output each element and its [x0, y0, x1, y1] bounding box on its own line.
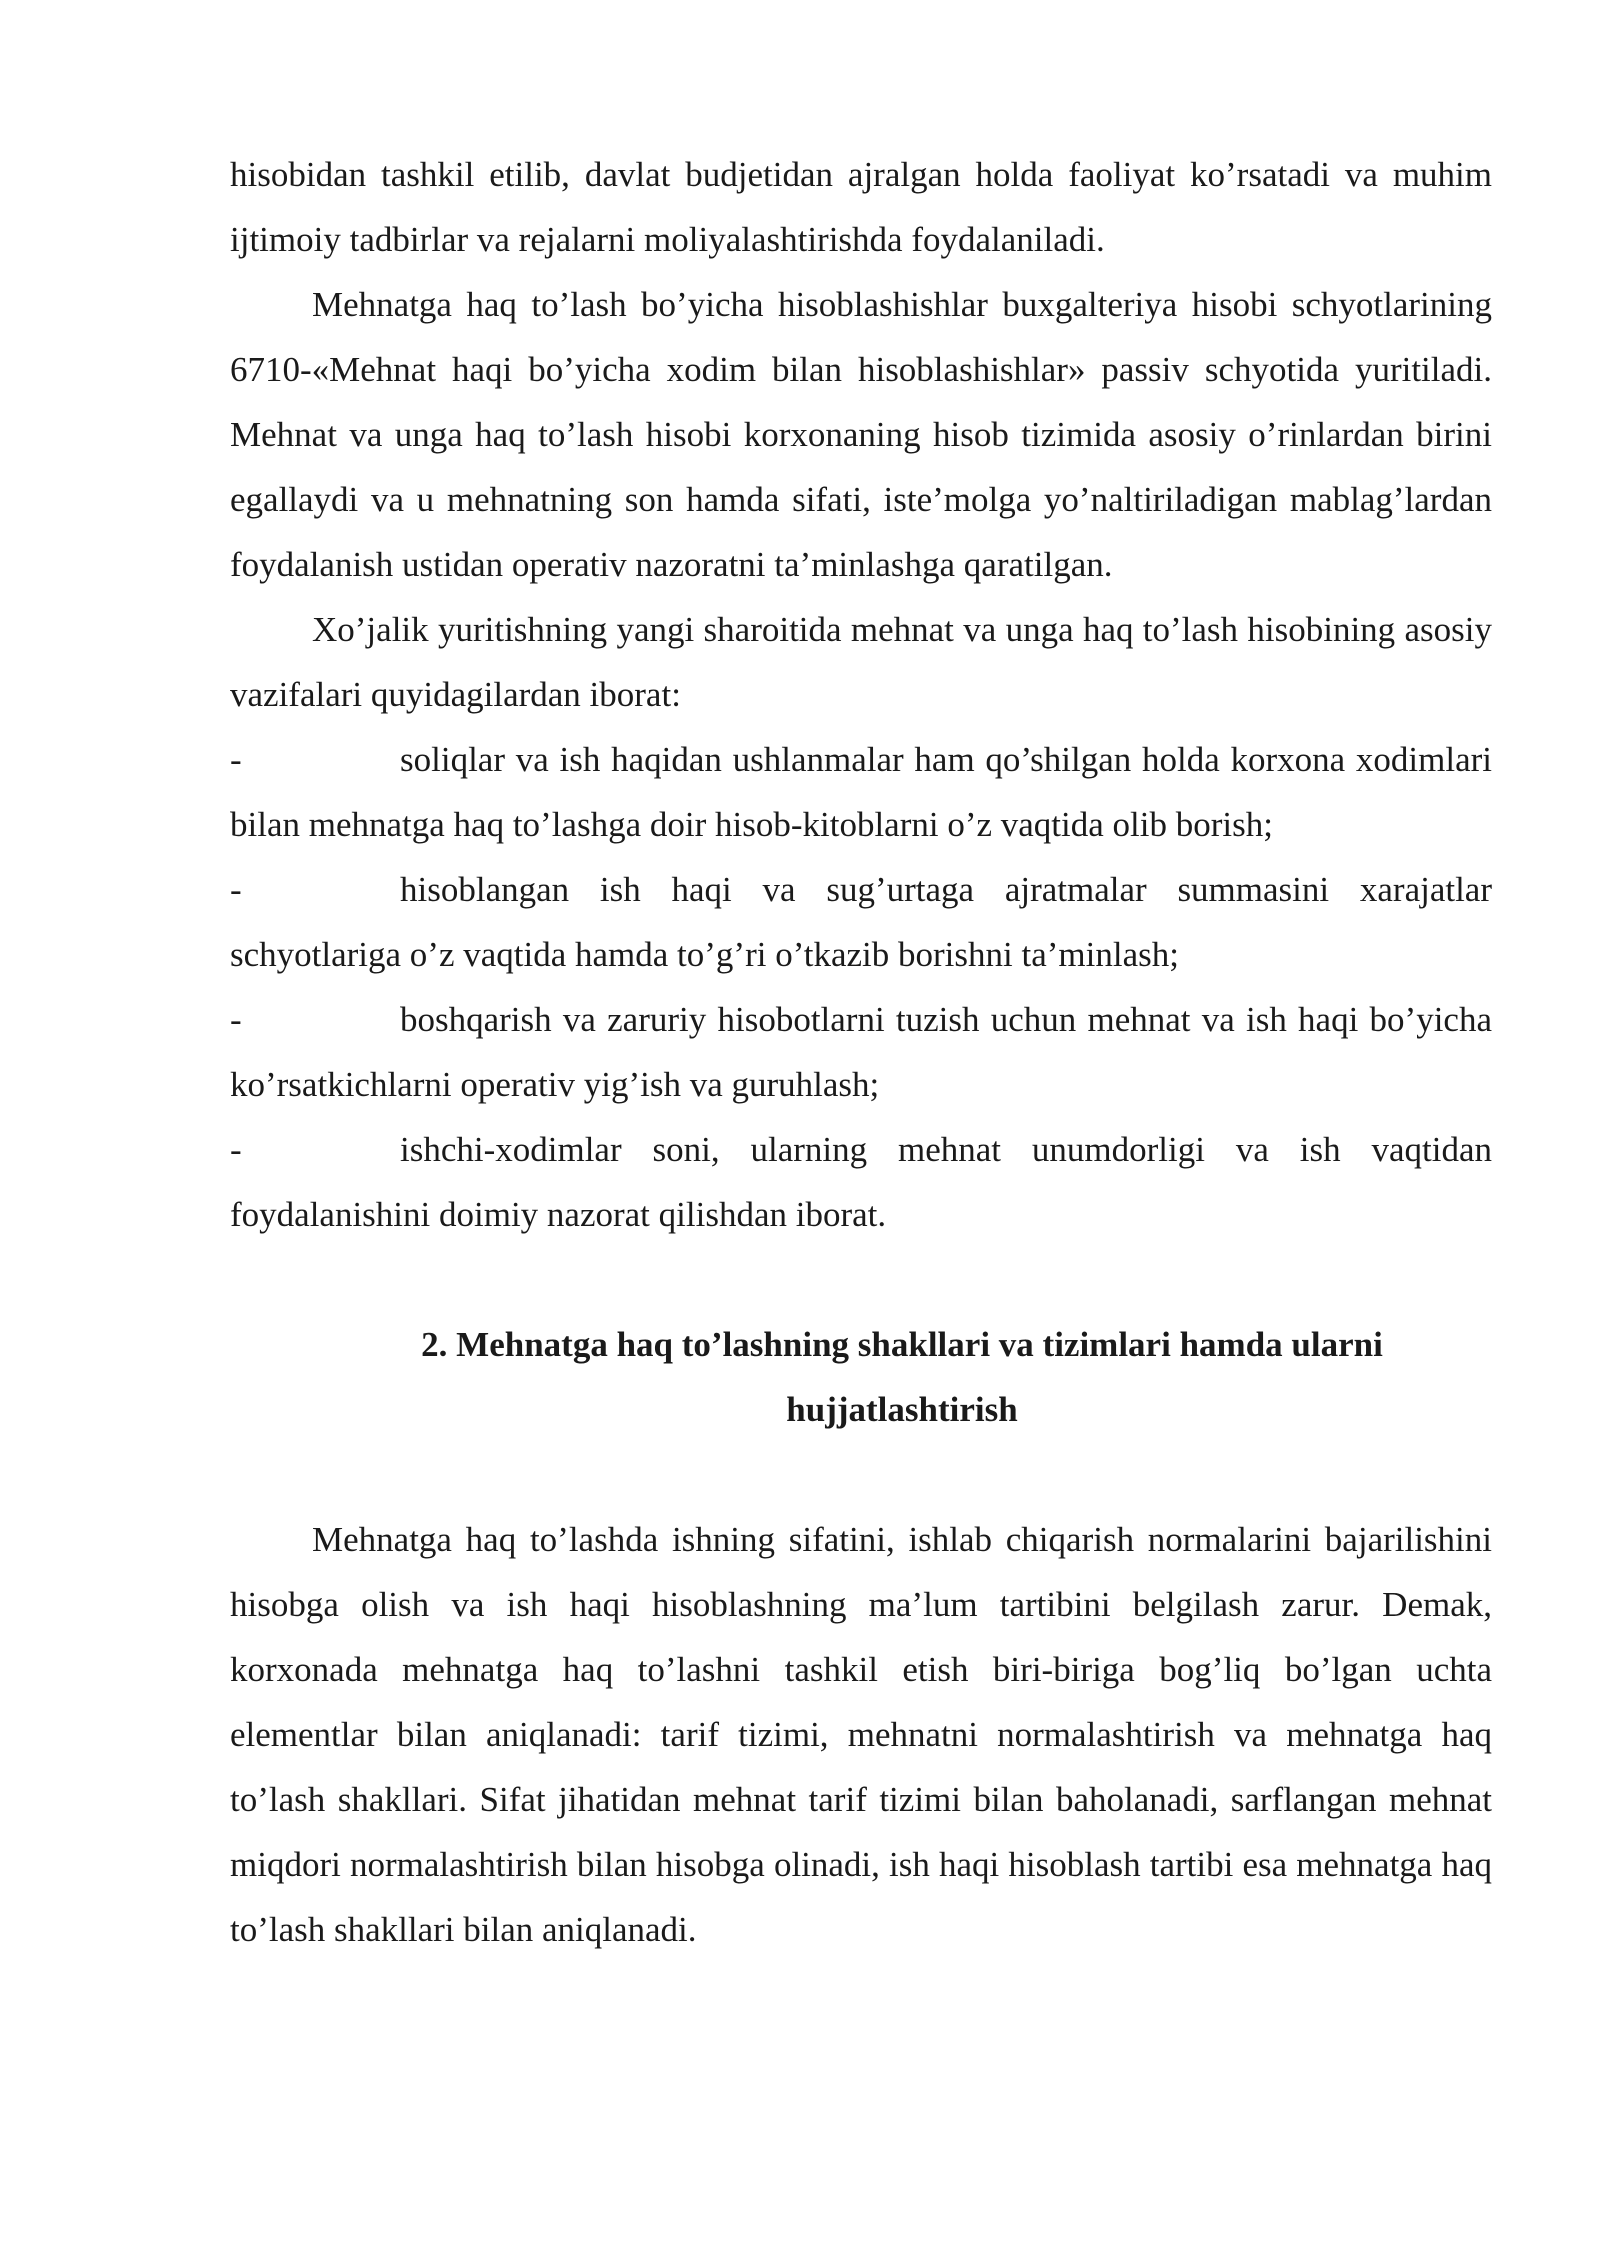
list-dash: -	[230, 740, 242, 779]
list-item-text: ishchi-xodimlar soni, ularning mehnat unumdorligi va ish vaqtidan foydalanishini doimiy nazorat qilishdan iborat.	[230, 1130, 1492, 1234]
section-heading	[230, 1312, 1492, 1442]
list-item	[230, 1117, 1492, 1247]
document-page	[230, 142, 1492, 1962]
paragraph-continuation: hisobidan tashkil etilib, davlat budjetidan ajralgan holda faoliyat ko’rsatadi va muhim ijtimoiy tadbirlar va rejalarni moliyalashtirishda foydalaniladi.	[230, 155, 1492, 259]
list-dash: -	[230, 870, 242, 909]
section-heading-line-1: 2. Mehnatga haq to’lashning shakllari va tizimlari hamda ularni	[421, 1325, 1383, 1364]
list-dash: -	[230, 1130, 242, 1169]
list-dash: -	[230, 1000, 242, 1039]
section-heading-line-2: hujjatlashtirish	[786, 1390, 1018, 1429]
list-item-text: soliqlar va ish haqidan ushlanmalar ham qo’shilgan holda korxona xodimlari bilan mehnatga haq to’lashga doir hisob-kitoblarni o’z vaqtida olib borish;	[230, 740, 1492, 844]
paragraph-accounting-schedule: Mehnatga haq to’lash bo’yicha hisoblashishlar buxgalteriya hisobi schyotlarining 6710-«Mehnat haqi bo’yicha xodim bilan hisoblashishlar» passiv schyotida yuritiladi. Mehnat va unga haq to’lash hisobi korxonaning hisob tizimida asosiy o’rinlardan birini egallaydi va u mehnatning son hamda sifati, iste’molga yo’naltiriladigan mablag’lardan foydalanish ustidan operativ nazoratni ta’minlashga qaratilgan.	[230, 285, 1492, 584]
list-item	[230, 857, 1492, 987]
list-item-text: boshqarish va zaruriy hisobotlarni tuzish uchun mehnat va ish haqi bo’yicha ko’rsatkichlarni operativ yig’ish va guruhlash;	[230, 1000, 1492, 1104]
paragraph-main-tasks-intro: Xo’jalik yuritishning yangi sharoitida mehnat va unga haq to’lash hisobining asosiy vazifalari quyidagilardan iborat:	[230, 610, 1492, 714]
list-item	[230, 727, 1492, 857]
list-item	[230, 987, 1492, 1117]
paragraph-wage-organization: Mehnatga haq to’lashda ishning sifatini, ishlab chiqarish normalarini bajarilishini hisobga olish va ish haqi hisoblashning ma’lum tartibini belgilash zarur. Demak, korxonada mehnatga haq to’lashni tashkil etish biri-biriga bog’liq bo’lgan uchta elementlar bilan aniqlanadi: tarif tizimi, mehnatni normalashtirish va mehnatga haq to’lash shakllari. Sifat jihatidan mehnat tarif tizimi bilan baholanadi, sarflangan mehnat miqdori normalashtirish bilan hisobga olinadi, ish haqi hisoblash tartibi esa mehnatga haq to’lash shakllari bilan aniqlanadi.	[230, 1520, 1492, 1949]
spacer	[230, 1442, 1492, 1507]
list-item-text: hisoblangan ish haqi va sug’urtaga ajratmalar summasini xarajatlar schyotlariga o’z vaqtida hamda to’g’ri o’tkazib borishni ta’minlash;	[230, 870, 1492, 974]
